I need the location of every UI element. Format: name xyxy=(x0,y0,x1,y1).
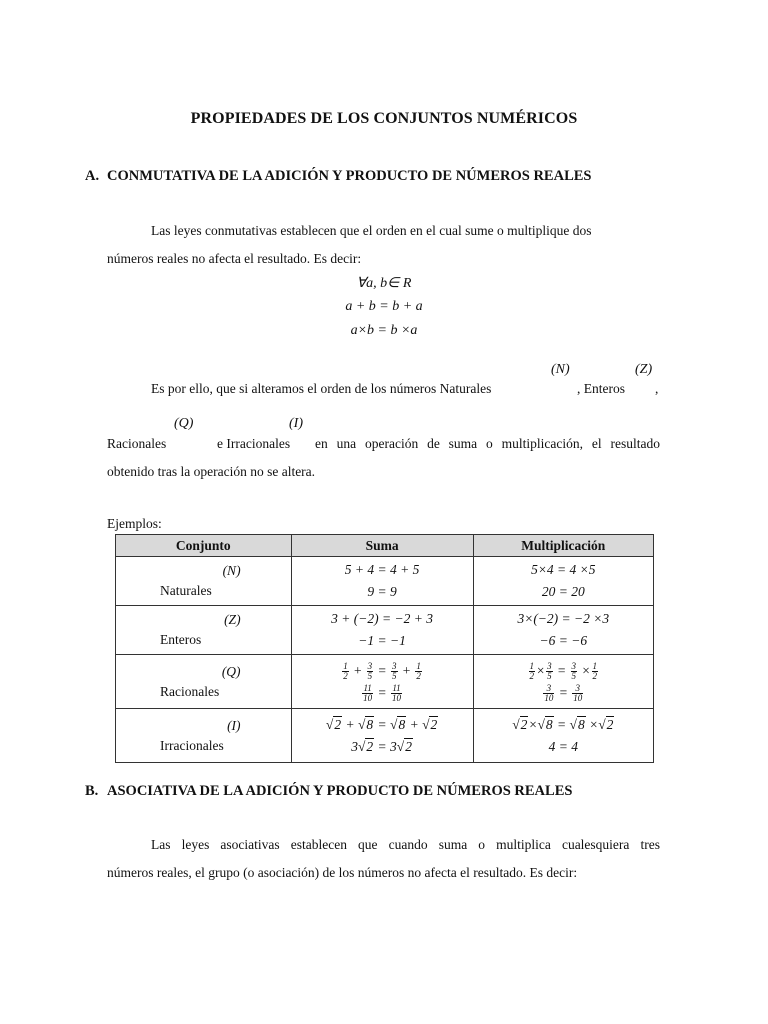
para2-line2-a: Racionales xyxy=(107,436,167,451)
examples-label: Ejemplos: xyxy=(107,516,162,531)
header-suma: Suma xyxy=(291,535,473,557)
cell-set-enteros xyxy=(116,606,292,655)
cell-sum-enteros xyxy=(291,606,473,655)
fraction: $\frac{3}{5}$ xyxy=(392,660,397,681)
sqrt-2: √2 xyxy=(598,716,614,732)
section-b-line2: números reales, el grupo (o asociación) de los números no afecta el resultado. Es decir: xyxy=(107,865,578,880)
sum-result: $\frac{11}{10}$ = $\frac{11}{10}$ xyxy=(363,682,402,703)
sqrt-2: √2 xyxy=(396,738,412,754)
sqrt-8: √8 xyxy=(569,716,585,732)
sum-result: 3√2 = 3√2 xyxy=(292,736,473,758)
page-title: PROPIEDADES DE LOS CONJUNTOS NUMÉRICOS xyxy=(190,110,578,127)
set-name: Naturales xyxy=(160,583,212,598)
formula-commutative-sum: a + b = b + a xyxy=(345,299,423,314)
header-conjunto: Conjunto xyxy=(116,535,292,557)
sum-equation: √2 + √8 = √8 + √2 xyxy=(292,714,473,736)
mul-equation: $\frac{1}{2}$ × $\frac{3}{5}$ = $\frac{3}{5}$ × $\frac{1}{2}$ xyxy=(529,660,598,681)
cell-mul-irracionales xyxy=(473,709,653,763)
table-header-row xyxy=(116,535,654,557)
mul-result: 20 = 20 xyxy=(541,584,585,599)
section-a-paragraph-1 xyxy=(107,217,660,273)
section-b-paragraph xyxy=(107,831,660,887)
para1-line1: Las leyes conmutativas establecen que el orden en el cual sume o multiplique dos xyxy=(151,223,592,238)
set-symbol: (I) xyxy=(227,717,241,733)
fraction: $\frac{3}{10}$ xyxy=(544,682,554,703)
cell-set-racionales xyxy=(116,655,292,709)
cell-mul-racionales xyxy=(473,655,653,709)
cell-sum-racionales xyxy=(291,655,473,709)
section-b-letter: B. xyxy=(85,783,99,799)
set-symbol-i: (I) xyxy=(289,416,303,431)
fraction: $\frac{11}{10}$ xyxy=(363,682,373,703)
sqrt-2: √2 xyxy=(325,716,342,732)
section-a-heading-text: CONMUTATIVA DE LA ADICIÓN Y PRODUCTO DE NÚMEROS REALES xyxy=(107,168,592,184)
section-b-line1: Las leyes asociativas establecen que cuando suma o multiplica cualesquiera tres xyxy=(151,837,660,852)
examples-table xyxy=(115,534,654,763)
header-multiplicacion: Multiplicación xyxy=(473,535,653,557)
set-symbol: (Q) xyxy=(221,663,241,679)
fraction: $\frac{3}{5}$ xyxy=(367,660,373,681)
mul-result: 4 = 4 xyxy=(548,738,578,754)
set-symbol-n: (N) xyxy=(551,362,570,377)
section-b-heading-text: ASOCIATIVA DE LA ADICIÓN Y PRODUCTO DE NÚMEROS REALES xyxy=(107,783,573,799)
set-symbol: (Z) xyxy=(224,612,241,627)
fraction: $\frac{3}{10}$ xyxy=(573,682,583,703)
para2-line1-c: , xyxy=(655,381,659,396)
fraction: $\frac{3}{5}$ xyxy=(547,660,552,681)
fraction: $\frac{11}{10}$ xyxy=(392,682,402,703)
mul-equation: 5×4 = 4 ×5 xyxy=(531,562,596,577)
table-row xyxy=(116,557,654,606)
fraction: $\frac{1}{2}$ xyxy=(343,660,348,681)
table-row xyxy=(116,709,654,763)
table-row xyxy=(116,655,654,709)
mul-equation: √2×√8 = √8 ×√2 xyxy=(474,714,653,736)
para2-line3: obtenido tras la operación no se altera. xyxy=(107,464,316,479)
fraction: $\frac{1}{2}$ xyxy=(416,660,421,681)
para1-line2: números reales no afecta el resultado. Es decir: xyxy=(107,251,362,266)
sum-equation: $\frac{1}{2}$ + $\frac{3}{5}$ = $\frac{3}{5}$ + $\frac{1}{2}$ xyxy=(343,660,421,681)
fraction: $\frac{1}{2}$ xyxy=(592,660,598,681)
fraction: $\frac{3}{5}$ xyxy=(571,660,577,681)
set-symbol-q: (Q) xyxy=(174,416,194,431)
set-symbol: (N) xyxy=(222,563,241,578)
cell-set-naturales xyxy=(116,557,292,606)
cell-set-irracionales xyxy=(116,709,292,763)
sqrt-2: √2 xyxy=(357,738,374,754)
fraction: $\frac{1}{2}$ xyxy=(529,660,535,681)
mul-result: $\frac{3}{10}$ = $\frac{3}{10}$ xyxy=(544,682,583,703)
mul-equation: 3×(−2) = −2 ×3 xyxy=(517,611,610,626)
table-row xyxy=(116,606,654,655)
formula-quantifier: ∀a, b∈ R xyxy=(356,276,412,291)
mul-result: −6 = −6 xyxy=(539,633,588,648)
cell-sum-irracionales xyxy=(291,709,473,763)
sqrt-2: √2 xyxy=(422,716,438,732)
para2-line1-b: , Enteros xyxy=(577,381,625,396)
set-symbol-z: (Z) xyxy=(635,362,653,377)
para2-line1-a: Es por ello, que si alteramos el orden de los números Naturales xyxy=(151,381,492,396)
sum-result: −1 = −1 xyxy=(358,633,406,648)
section-a-heading xyxy=(85,168,591,185)
sum-result: 9 = 9 xyxy=(367,584,397,599)
sqrt-8: √8 xyxy=(537,716,553,732)
set-name: Racionales xyxy=(160,683,220,699)
cell-mul-naturales xyxy=(473,557,653,606)
cell-mul-enteros xyxy=(473,606,653,655)
set-name: Enteros xyxy=(160,632,202,647)
cell-sum-naturales xyxy=(291,557,473,606)
sum-equation: 5 + 4 = 4 + 5 xyxy=(344,562,420,577)
sqrt-8: √8 xyxy=(390,716,406,732)
para2-line2-c: en una operación de suma o multiplicación, el resultado xyxy=(315,436,660,451)
sqrt-8: √8 xyxy=(357,716,374,732)
sqrt-2: √2 xyxy=(512,716,528,732)
formula-commutative-product: a×b = b ×a xyxy=(350,323,418,338)
set-name: Irracionales xyxy=(160,737,224,753)
para2-line2-b: e Irracionales xyxy=(217,436,291,451)
sum-equation: 3 + (−2) = −2 + 3 xyxy=(331,611,433,626)
section-a-letter: A. xyxy=(85,168,100,184)
section-b-heading xyxy=(85,783,572,800)
